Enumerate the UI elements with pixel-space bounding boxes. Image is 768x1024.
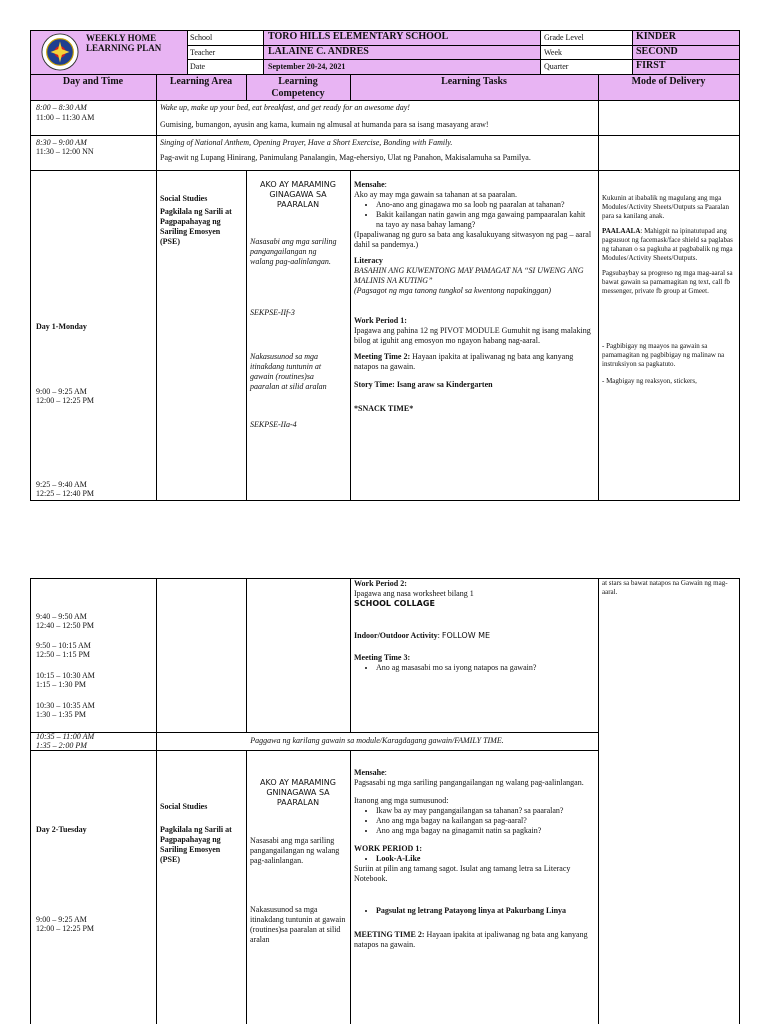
day1-area-title: Social Studies (160, 194, 208, 203)
literacy-title: BASAHIN ANG KUWENTONG MAY PAMAGAT NA “SI UWENG ANG MALINIS NA KUTING” (354, 266, 584, 285)
day1-time-b1: 9:25 – 9:40 AM (36, 480, 87, 489)
school-label: School (190, 33, 213, 42)
day2-mensahe-label: Mensahe (354, 768, 385, 777)
wake-text-en: Wake up, make up your bed, eat breakfast, and get ready for an awesome day! (160, 103, 410, 112)
story-time: Story Time: Isang araw sa Kindergarten (354, 380, 493, 389)
delivery-3: - Pagbibigay ng maayos na gawain sa pamamagitan ng pagbibigay ng malinaw na instruksiyon sa pagkatuto. (602, 342, 725, 368)
col-learning-tasks: Learning Tasks (441, 76, 507, 87)
week-label: Week (544, 48, 563, 57)
day2-question-3: • Ano ang mga bagay na ginagamit natin sa pagkain? (376, 826, 594, 836)
literacy-label: Literacy (354, 256, 383, 265)
col-competency-1: Learning (278, 76, 318, 87)
day1-area-body: Pagkilala ng Sarili at Pagpapahayag ng Sariling Emosyen (PSE) (160, 207, 232, 246)
plan-title-line2: LEARNING PLAN (86, 43, 162, 53)
teacher-label: Teacher (190, 48, 216, 57)
p2-time-4b: 1:30 – 1:35 PM (36, 710, 87, 719)
mensahe-bullet-2: • Bakit kailangan natin gawin ang mga gawaing pampaaralan kahit na tayo ay nasa bahay lamang? (376, 210, 594, 230)
day1-comp-1: Nasasabi ang mga sariling pangangailangan ng walang pag-aalinlangan. (250, 237, 337, 266)
grade-level-label: Grade Level (544, 33, 584, 42)
delivery-1: Kukunin at ibabalik ng magulang ang mga Modules/Activity Sheets/Outputs sa Paaralan para sa kanilang anak. (602, 194, 729, 220)
wp1-text: Ipagawa ang pahina 12 ng PIVOT MODULE Gumuhit ng isang malaking bilog at iguhit ang emosyon mo ngayon habang nag-aaral. (354, 326, 591, 345)
plan-title-line1: WEEKLY HOME (86, 33, 157, 43)
wake-time-1: 8:00 – 8:30 AM (36, 103, 87, 112)
day2-wp1-text: Suriin at pilin ang tamang sagot. Isulat ang tamang letra sa Literacy Notebook. (354, 864, 571, 883)
col-competency-2: Competency (271, 88, 325, 99)
day2-area-title: Social Studies (160, 802, 208, 811)
col-mode-delivery: Mode of Delivery (631, 76, 706, 87)
wake-text-fil: Gumising, bumangon, ayusin ang kama, kumain ng almusal at humanda para sa isang masayang araw! (160, 120, 489, 129)
day2-question-2: • Ano ang mga bagay na kailangan sa pag-aaral? (376, 816, 594, 826)
paalaala-label: PAALAALA (602, 227, 641, 235)
day1-time-a2: 12:00 – 12:25 PM (36, 396, 95, 405)
week-value: SECOND (636, 46, 678, 57)
col-day-time: Day and Time (62, 76, 124, 87)
p2-time-1b: 12:40 – 12:50 PM (36, 621, 95, 630)
day2-mensahe-text: Pagsasabi ng mga sariling pangangailangan ng walang pag-aalinlangan. (354, 778, 584, 787)
school-value: TORO HILLS ELEMENTARY SCHOOL (268, 31, 449, 42)
delivery-continued: at stars sa bawat natapos na Gawain ng mag-aaral. (602, 579, 728, 596)
snack-time: *SNACK TIME* (354, 404, 414, 413)
unused-divider (598, 100, 599, 170)
day2-area-body: Pagkilala ng Sarili at Pagpapahayag ng Sariling Emosyen (PSE) (160, 825, 232, 864)
quarter-value: FIRST (636, 60, 666, 71)
mensahe-text: Ako ay may mga gawain sa tahanan at sa paaralan. (354, 190, 518, 199)
indoor-text: FOLLOW ME (441, 631, 491, 640)
p2-time-2b: 12:50 – 1:15 PM (36, 650, 91, 659)
day1-comp-title: AKO AY MARAMING GINAGAWA SA PAARALAN (260, 180, 336, 209)
day1-delivery: Kukunin at ibabalik ng magulang ang mga Modules/Activity Sheets/Outputs sa Paaralan para sa kanilang anak. PAALAALA: Mahigpit na ipinatutupad ang pagsusuot ng facemask/face shield sa paglabas ng tahanan o sa pagkuha at pagbabalik ng mga Modules/Activity Sheets/Outputs. Pagsubaybay sa progreso ng mga mag-aaral sa bawat gawain sa pamamagitan ng text, call fb messenger, private fb group at Gmeet. - Pagbibigay ng maayos na gawain sa pamamagitan ng pagbibigay ng malinaw na instruksiyon sa pagkatuto. - Magbigay ng reaksyon, stickers, (602, 194, 736, 386)
indoor-label: Indoor/Outdoor Activity (354, 631, 438, 640)
day2-wp1-bullet: • Look-A-Like (376, 854, 594, 864)
quarter-label: Quarter (544, 62, 569, 71)
day2-time-2: 12:00 – 12:25 PM (36, 924, 95, 933)
date-value: September 20-24, 2021 (268, 62, 346, 71)
day1-comp-code-1: SEKPSE-IIf-3 (250, 308, 295, 317)
p2-time-1a: 9:40 – 9:50 AM (36, 612, 87, 621)
p2-time-3b: 1:15 – 1:30 PM (36, 680, 87, 689)
grade-level-value: KINDER (636, 31, 677, 42)
p2-tasks: Work Period 2: Ipagawa ang nasa worksheet bilang 1 SCHOOL COLLAGE Indoor/Outdoor Activity: FOLLOW ME Meeting Time 3: • Ano ag masasabi mo sa iyong natapos na gawain? (354, 579, 594, 673)
literacy-note: (Pagsagot ng mga tanong tungkol sa kwentong napakinggan) (354, 286, 552, 295)
day2-time-1: 9:00 – 9:25 AM (36, 915, 87, 924)
anthem-text-en: Singing of National Anthem, Opening Prayer, Have a Short Exercise, Bonding with Family. (160, 138, 453, 147)
day2-comp-title: AKO AY MARAMING GNINAGAWA SA PAARALAN (260, 778, 336, 807)
wp2-text: Ipagawa ang nasa worksheet bilang 1 (354, 589, 474, 598)
wp1-label: Work Period 1 (354, 316, 405, 325)
teacher-value: LALAINE C. ANDRES (268, 46, 369, 57)
family-time-2: 1:35 – 2:00 PM (36, 741, 87, 750)
day1-time-b2: 12:25 – 12:40 PM (36, 489, 95, 498)
day1-time-a1: 9:00 – 9:25 AM (36, 387, 87, 396)
day2-mt2-label: MEETING TIME 2 (354, 930, 422, 939)
day1-label: Day 1-Monday (36, 322, 87, 331)
day2-pagsulat-bullet: • Pagsulat ng letrang Patayong linya at Pakurbang Linya (376, 906, 594, 916)
day2-mt2-text: Hayaan ipakita at ipaliwanag ng bata ang kanyang natapos na gawain. (354, 930, 588, 949)
deped-seal-icon (41, 33, 79, 71)
mensahe-label: Mensahe (354, 180, 385, 189)
day2-comp-2: Nakasusunod sa mga itinakdang tuntunin at gawain (routines)sa paaralan at silid aralan (250, 905, 346, 944)
mt2-text: Hayaan ipakita at ipaliwanag ng bata ang kanyang natapos na gawain. (354, 352, 574, 371)
day2-question-1: • Ikaw ba ay may pangangailangan sa tahanan? sa paaralan? (376, 806, 594, 816)
wake-time-2: 11:00 – 11:30 AM (36, 113, 95, 122)
delivery-4: - Magbigay ng reaksyon, stickers, (602, 377, 697, 385)
col-learning-area: Learning Area (169, 76, 233, 87)
mensahe-bullet-1: • Ano-ano ang ginagawa mo sa loob ng paaralan at tahanan? (376, 200, 594, 210)
delivery-2: Pagsubaybay sa progreso ng mga mag-aaral sa bawat gawain sa pamamagitan ng text, call fb messenger, private fb group at Gmeet. (602, 269, 733, 295)
p2-time-4a: 10:30 – 10:35 AM (36, 701, 95, 710)
date-label: Date (190, 62, 206, 71)
day1-comp-code-2: SEKPSE-IIa-4 (250, 420, 297, 429)
day2-wp1-label: WORK PERIOD 1 (354, 844, 420, 853)
paalaala-text: Mahigpit na ipinatutupad ang pagsusuot ng facemask/face shield sa paglabas ng tahanan o sa pagkuha at pagbabalik ng mga Modules/Activity Sheets/Outputs. (602, 227, 733, 262)
day1-tasks: Mensahe: Ako ay may mga gawain sa tahanan at sa paaralan. • Ano-ano ang ginagawa mo sa loob ng paaralan at tahanan? • Bakit kailangan natin gawin ang mga gawaing pampaaralan kahit na tayo ay nasa bahay lamang? (Ipapaliwanag ng guro sa bata ang kasalukuyang sitwasyon ng pag – aaral dahil sa pandemya.) Literacy BASAHIN ANG KUWENTONG MAY PAMAGAT NA “SI UWENG ANG MALINIS NA KUTING” (Pagsagot ng mga tanong tungkol sa kwentong napakinggan) Work Period 1: Ipagawa ang pahina 12 ng PIVOT MODULE Gumuhit ng isang malaking bilog at iguhit ang emosyon mo ngayon habang nag-aaral. Meeting Time 2: Hayaan ipakita at ipaliwanag ng bata ang kanyang natapos na gawain. Story Time: Isang araw sa Kindergarten *SNACK TIME* (354, 180, 594, 414)
mt3-bullet: • Ano ag masasabi mo sa iyong natapos na gawain? (376, 663, 594, 673)
mensahe-note: (Ipapaliwanag ng guro sa bata ang kasalukuyang sitwasyon ng pag – aaral dahil sa pandemya.) (354, 230, 592, 249)
day2-tasks: Mensahe: Pagsasabi ng mga sariling pangangailangan ng walang pag-aalinlangan. Itanong ang mga sumusunod: • Ikaw ba ay may pangangailangan sa tahanan? sa paaralan? • Ano ang mga bagay na kailangan sa pag-aaral? • Ano ang mga bagay na ginagamit natin sa pagkain? WORK PERIOD 1: • Look-A-Like Suriin at pilin ang tamang sagot. Isulat ang tamang letra sa Literacy Notebook. • Pagsulat ng letrang Patayong linya at Pakurbang Linya MEETING TIME 2: Hayaan ipakita at ipaliwanag ng bata ang kanyang natapos na gawain. (354, 768, 594, 950)
day1-comp-3: Nakasusunod sa mga itinakdang tuntunin at gawain (routines)sa paaralan at silid aralan (250, 352, 327, 391)
anthem-text-fil: Pag-awit ng Lupang Hinirang, Panimulang Panalangin, Mag-ehersiyo, Ulat ng Panahon, Makisalamuha sa Pamilya. (160, 153, 531, 162)
p2-time-3a: 10:15 – 10:30 AM (36, 671, 95, 680)
p2-time-2a: 9:50 – 10:15 AM (36, 641, 91, 650)
school-collage: SCHOOL COLLAGE (354, 599, 435, 608)
wp2-label: Work Period 2 (354, 579, 405, 588)
anthem-time-1: 8:30 – 9:00 AM (36, 138, 87, 147)
mt2-label: Meeting Time 2 (354, 352, 408, 361)
day2-itanong: Itanong ang mga sumusunod: (354, 796, 449, 805)
family-time-text: Paggawa ng karilang gawain sa module/Karagdagang gawain/FAMILY TIME. (250, 736, 504, 745)
day2-label: Day 2-Tuesday (36, 825, 87, 834)
mt3-label: Meeting Time 3 (354, 653, 408, 662)
family-time-1: 10:35 – 11:00 AM (36, 732, 95, 741)
anthem-time-2: 11:30 – 12:00 NN (36, 147, 94, 156)
day2-comp-1: Nasasabi ang mga sariling pangangailangan ng walang pag-aalinlangan. (250, 836, 340, 865)
